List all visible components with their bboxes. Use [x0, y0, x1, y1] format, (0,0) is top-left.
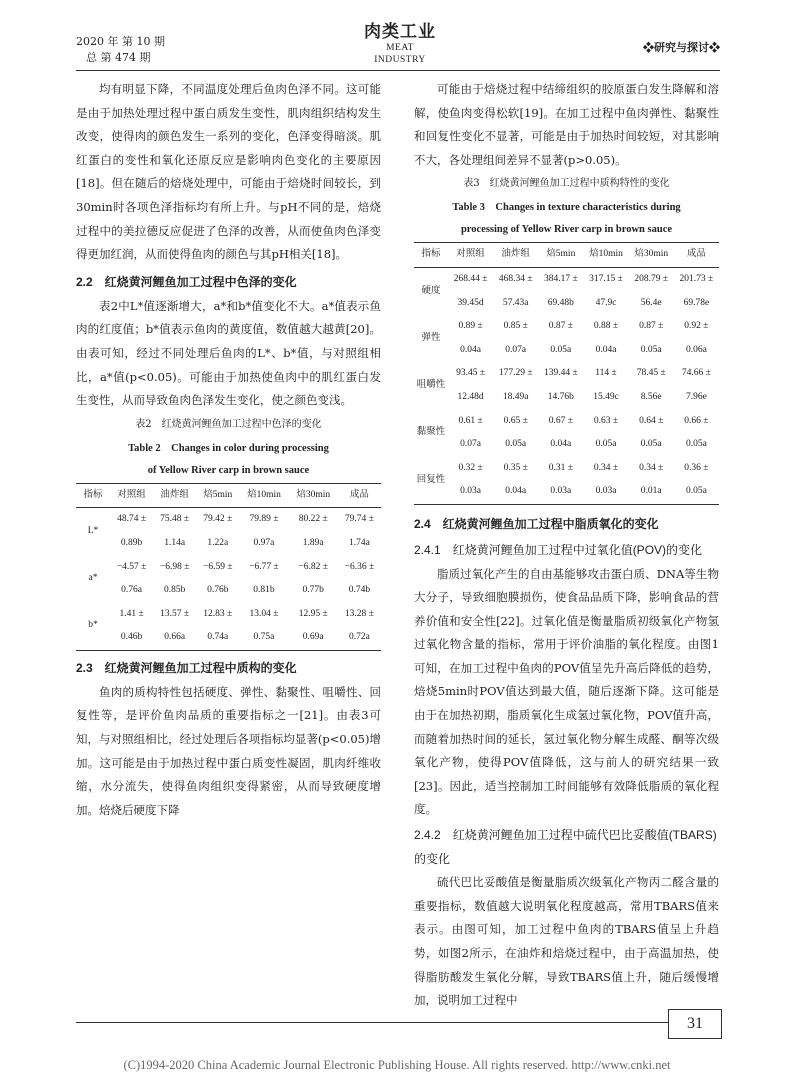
table-2-caption-en: of Yellow River carp in brown sauce — [147, 464, 310, 476]
table-header-cell: 成品 — [674, 243, 719, 268]
table-cell-mean: 0.65 ± — [503, 415, 528, 426]
section-heading-2-4-1: 2.4.1 红烧黄河鲤鱼加工过程中过氧化值(POV)的变化 — [414, 542, 703, 557]
left-column — [76, 78, 381, 822]
table-cell-mean: 0.88 ± — [593, 321, 619, 332]
table-row — [414, 339, 719, 363]
table-cell-mean: 268.44 ± — [453, 273, 488, 284]
table-row — [76, 532, 381, 556]
row-label: 硬度 — [421, 285, 441, 296]
table-cell-mean: 0.64 ± — [639, 415, 664, 426]
table-cell-sd: 0.04a — [595, 344, 617, 355]
table-cell-mean: −6.77 ± — [249, 561, 279, 572]
table-cell-mean: 13.28 ± — [344, 608, 374, 619]
table-cell-sd: 15.49c — [593, 391, 619, 402]
table-cell-mean: −6.59 ± — [202, 561, 233, 572]
table-header-cell: 对照组 — [448, 243, 493, 268]
table-cell-mean: 201.73 ± — [679, 273, 714, 284]
table-cell-mean: 93.45 ± — [456, 368, 486, 379]
table-2-body — [76, 508, 381, 651]
table-cell-sd: 0.76b — [207, 585, 229, 596]
table-cell-sd: 0.07a — [460, 439, 481, 450]
table-cell-sd: 0.97a — [253, 537, 275, 548]
table-cell-mean: 12.83 ± — [203, 608, 233, 619]
table-3-caption-en: Table 3 Changes in texture characteristics during — [452, 202, 681, 214]
table-header-cell: 油炸组 — [493, 243, 538, 268]
table-row — [414, 315, 719, 339]
table-cell-sd: 14.76b — [547, 391, 574, 402]
table-header-cell: 指标 — [414, 243, 448, 268]
table-cell-mean: 74.66 ± — [681, 368, 711, 379]
right-column — [414, 78, 719, 1013]
table-cell-mean: 0.34 ± — [593, 462, 619, 473]
header-rule — [76, 70, 720, 71]
table-cell-mean: −6.98 ± — [159, 561, 190, 572]
section-heading-2-4-2: 2.4.2 红烧黄河鲤鱼加工过程中硫代巴比妥酸值(TBARS)的变化 — [414, 828, 717, 866]
table-cell-mean: 79.42 ± — [203, 514, 233, 525]
section-heading-2-3: 2.3 红烧黄河鲤鱼加工过程中质构的变化 — [76, 660, 297, 675]
table-cell-mean: 114 ± — [595, 368, 617, 379]
paragraph: 可能由于焙烧过程中结缔组织的胶原蛋白发生降解和溶解，使鱼肉变得松软[19]。在加工过程中鱼肉弹性、黏聚性和回复性变化不显著，可能是由于加热时间较短，对其影响不大，各处理组间差异不显著(p>0.05)。 — [414, 82, 719, 167]
table-cell-mean: 0.89 ± — [458, 321, 483, 332]
table-header-cell: 指标 — [76, 483, 110, 508]
table-cell-sd: 69.48b — [547, 297, 574, 308]
table-cell-sd: 0.04a — [550, 439, 572, 450]
table-row — [414, 457, 719, 481]
table-cell-mean: 0.85 ± — [503, 321, 528, 332]
row-label: 回复性 — [414, 457, 448, 505]
table-header-cell: 焙5min — [196, 483, 239, 508]
table-2-caption-cn: 表2 红烧黄河鲤鱼加工过程中色泽的变化 — [135, 418, 322, 430]
table-header-cell: 焙30min — [289, 483, 338, 508]
table-cell-sd: 57.43a — [502, 297, 529, 308]
table-cell-mean: 12.95 ± — [298, 608, 328, 619]
table-header-row — [414, 243, 719, 268]
table-2-caption-en: Table 2 Changes in color during processing — [128, 442, 329, 454]
table-row — [76, 508, 381, 532]
journal-logo — [360, 22, 440, 66]
table-cell-mean: 0.34 ± — [639, 462, 664, 473]
table-row — [76, 579, 381, 603]
table-cell-sd: 0.74b — [348, 585, 371, 596]
table-header-cell: 焙10min — [583, 243, 628, 268]
paragraph: 表2中L*值逐渐增大，a*和b*值变化不大。a*值表示鱼肉的红度值；b*值表示鱼肉的黄度值，数值越大越黄[20]。由表可知，经过不同处理后鱼肉的L*、b*值，与对照组相比，a*值(p<0.05)。可能由于加热使鱼肉中的肌红蛋白发生变性，从而导致鱼肉色泽发生变化，使之颜色变浅。 — [76, 298, 381, 408]
table-cell-mean: 0.63 ± — [593, 415, 619, 426]
table-cell-mean: 0.31 ± — [548, 462, 573, 473]
row-label: L* — [87, 526, 99, 537]
table-cell-sd: 0.89b — [120, 537, 143, 548]
table-cell-mean: 0.32 ± — [458, 462, 483, 473]
paragraph: 均有明显下降，不同温度处理后鱼肉色泽不同。这可能是由于加热处理过程中蛋白质发生变性，肌肉组织结构发生改变，使得肉的颜色发生一系列的变化，色泽变得暗淡。肌红蛋白的变性和氧化还原反应是影响肉色变化的主要原因[18]。但在随后的焙烧处理中，可能由于焙烧时间较长，到30min时各项色泽指标均有所上升。与pH不同的是，焙烧过程中的美拉德反应促进了色泽的改善，从而使鱼肉色泽变得更加红润，从而使得鱼肉的颜色与其pH相关[18]。 — [76, 82, 381, 262]
table-cell-mean: 75.48 ± — [160, 514, 190, 525]
table-cell-sd: 56.4e — [640, 297, 662, 308]
table-cell-sd: 0.07a — [505, 344, 527, 355]
table-row — [76, 603, 381, 627]
journal-issue-line: 2020 年 第 10 期 — [76, 35, 165, 48]
table-cell-mean: 78.45 ± — [636, 368, 666, 379]
journal-logo-en: MEAT INDUSTRY — [374, 43, 426, 65]
table-cell-sd: 0.72a — [338, 626, 381, 650]
table-cell-sd: 1.74a — [348, 537, 370, 548]
table-3-caption-en: processing of Yellow River carp in brown sauce — [460, 224, 673, 236]
table-row — [76, 556, 381, 580]
table-cell-sd: 0.74a — [196, 626, 239, 650]
table-cell-sd: 0.05a — [685, 439, 707, 450]
table-cell-sd: 0.46b — [110, 626, 153, 650]
table-cell-mean: 139.44 ± — [543, 368, 578, 379]
table-row — [414, 267, 719, 291]
footer-rule — [76, 1022, 668, 1023]
table-cell-sd: 0.05a — [595, 439, 617, 450]
table-cell-sd: 0.01a — [629, 480, 674, 504]
table-3-caption-cn: 表3 红烧黄河鲤鱼加工过程中质构特性的变化 — [463, 178, 670, 190]
table-cell-mean: 0.87 ± — [548, 321, 573, 332]
section-label: ❖研究与探讨❖ — [643, 41, 720, 54]
row-label: b* — [76, 603, 110, 651]
table-cell-mean: −4.57 ± — [116, 561, 147, 572]
paragraph: 鱼肉的质构特性包括硬度、弹性、黏聚性、咀嚼性、回复性等，是评价鱼肉品质的重要指标之一[21]。由表3可知，与对照组相比，经过处理后各项指标均显著(p<0.05)增加。这可能是由于加热过程中蛋白质变性凝固，肌肉纤维收缩，水分流失，使得鱼肉组织变得紧密，从而导致硬度增加。焙烧后硬度下降 — [76, 684, 381, 817]
row-label: a* — [88, 573, 98, 584]
table-cell-sd: 47.9c — [595, 297, 617, 308]
table-cell-sd: 0.05a — [550, 344, 572, 355]
table-cell-mean: −6.36 ± — [344, 561, 375, 572]
table-cell-sd: 0.06a — [685, 344, 707, 355]
row-label: 黏聚性 — [416, 427, 446, 438]
table-cell-mean: −6.82 ± — [298, 561, 328, 572]
copyright-footer: (C)1994-2020 China Academic Journal Electronic Publishing House. All rights reserved. http://www.cnki.net — [123, 1058, 671, 1072]
table-header-cell: 焙10min — [239, 483, 288, 508]
table-cell-mean: 0.87 ± — [639, 321, 664, 332]
table-cell-sd: 0.85b — [163, 585, 186, 596]
table-row — [414, 292, 719, 316]
table-header-cell: 焙5min — [538, 243, 583, 268]
table-cell-mean: 0.92 ± — [684, 321, 709, 332]
page-number: 31 — [668, 1009, 722, 1039]
table-cell-sd: 18.49a — [502, 391, 529, 402]
table-row — [414, 386, 719, 410]
table-cell-sd: 0.03a — [448, 480, 493, 504]
table-cell-sd: 39.45d — [457, 297, 484, 308]
table-3-body — [414, 267, 719, 504]
table-cell-sd: 0.77b — [302, 585, 324, 596]
table-cell-mean: 0.36 ± — [684, 462, 709, 473]
table-cell-mean: 13.04 ± — [249, 608, 279, 619]
table-header-cell: 对照组 — [110, 483, 153, 508]
table-cell-sd: 0.03a — [538, 480, 583, 504]
table-cell-mean: 80.22 ± — [298, 514, 328, 525]
row-label: 咀嚼性 — [416, 380, 446, 391]
table-cell-mean: 317.15 ± — [589, 273, 623, 284]
table-3 — [414, 242, 719, 505]
table-cell-sd: 0.05a — [674, 480, 719, 504]
table-header-cell: 焙30min — [629, 243, 674, 268]
table-cell-sd: 1.14a — [164, 537, 186, 548]
journal-total-issue-line: 总 第 474 期 — [86, 51, 151, 64]
table-cell-mean: 79.74 ± — [344, 514, 374, 525]
table-header-cell: 成品 — [338, 483, 381, 508]
table-cell-sd: 0.81b — [253, 585, 275, 596]
table-cell-sd: 0.05a — [640, 439, 662, 450]
table-row — [414, 480, 719, 504]
table-row — [414, 362, 719, 386]
table-cell-sd: 0.04a — [460, 344, 481, 355]
table-cell-mean: 0.67 ± — [548, 415, 573, 426]
table-cell-mean: 208.79 ± — [634, 273, 669, 284]
paragraph: 脂质过氧化产生的自由基能够攻击蛋白质、DNA等生物大分子，导致细胞膜损伤，使食品品质下降，影响食品的营养价值和安全性[22]。过氧化值是衡量脂质初级氧化产物氢过氧化物含量的指标，常用于评价油脂的氧化程度。由图1可知，在加工过程中鱼肉的POV值呈先升高后降低的趋势，焙烧5min时POV值达到最大值，随后逐渐下降。这可能是由于在加热初期，脂质氧化生成氢过氧化物，POV值升高，而随着加热时间的延长，氢过氧化物分解生成醛、酮等次级氧化产物，使得POV值降低，这与前人的研究结果一致[23]。因此，适当控制加工时间能够有效降低脂质的氧化程度。 — [414, 566, 719, 817]
table-cell-sd: 1.22a — [207, 537, 229, 548]
table-2 — [76, 483, 381, 651]
table-row — [76, 626, 381, 650]
journal-logo-cn: 肉类工业 — [364, 22, 436, 42]
table-cell-sd: 0.76a — [121, 585, 142, 596]
table-cell-mean: 79.89 ± — [249, 514, 279, 525]
row-label: 弹性 — [421, 332, 441, 343]
table-row — [414, 410, 719, 434]
table-cell-mean: 0.66 ± — [684, 415, 709, 426]
table-header-row — [76, 483, 381, 508]
table-cell-mean: 48.74 ± — [117, 514, 147, 525]
table-cell-sd: 0.66a — [153, 626, 196, 650]
table-cell-sd: 8.56e — [640, 391, 662, 402]
table-cell-mean: 468.34 ± — [498, 273, 533, 284]
table-cell-sd: 0.05a — [640, 344, 662, 355]
section-heading-2-2: 2.2 红烧黄河鲤鱼加工过程中色泽的变化 — [76, 274, 297, 289]
table-cell-sd: 0.69a — [289, 626, 338, 650]
table-cell-mean: 0.61 ± — [458, 415, 483, 426]
table-cell-mean: 13.57 ± — [160, 608, 190, 619]
section-heading-2-4: 2.4 红烧黄河鲤鱼加工过程中脂质氧化的变化 — [414, 516, 659, 531]
paragraph: 硫代巴比妥酸值是衡量脂质次级氧化产物丙二醛含量的重要指标，数值越大说明氧化程度越高，常用TBARS值来表示。由图可知，加工过程中鱼肉的TBARS值呈上升趋势，如图2所示，在油炸和焙烧过程中，由于高温加热，使得脂肪酸发生氧化分解，导致TBARS值上升，随后缓慢增加，说明加工过程中 — [414, 875, 719, 1008]
table-cell-sd: 0.75a — [239, 626, 288, 650]
table-cell-sd: 12.48d — [457, 391, 484, 402]
table-cell-sd: 69.78e — [683, 297, 710, 308]
table-row — [414, 433, 719, 457]
table-cell-sd: 0.03a — [583, 480, 628, 504]
table-cell-mean: 0.35 ± — [503, 462, 528, 473]
table-cell-sd: 0.05a — [505, 439, 527, 450]
table-cell-sd: 7.96e — [685, 391, 707, 402]
table-cell-mean: 1.41 ± — [119, 608, 144, 619]
table-cell-mean: 177.29 ± — [498, 368, 533, 379]
table-cell-mean: 384.17 ± — [543, 273, 578, 284]
table-cell-sd: 1.89a — [302, 537, 324, 548]
table-header-cell: 油炸组 — [153, 483, 196, 508]
table-cell-sd: 0.04a — [493, 480, 538, 504]
